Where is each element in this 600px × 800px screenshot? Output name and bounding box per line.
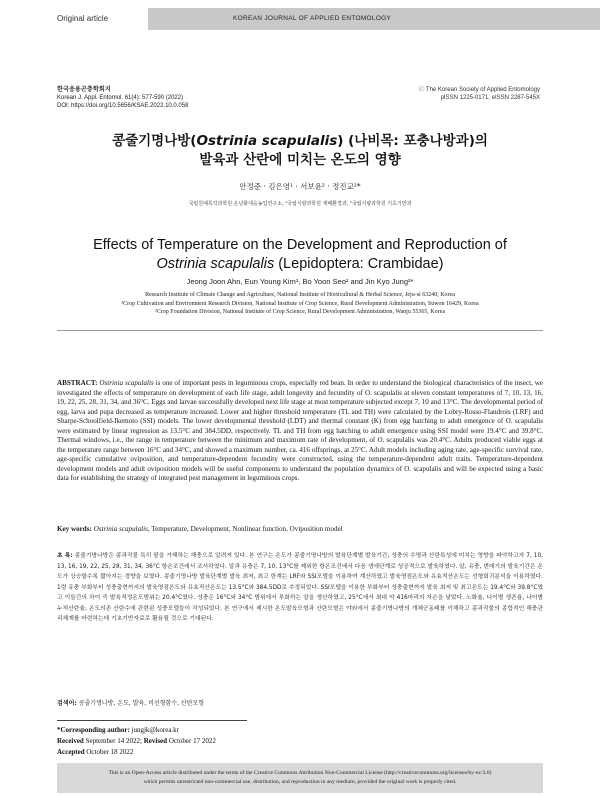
revised-label: Revised — [143, 737, 168, 745]
title-kr-part1: 콩줄기명나방( — [112, 133, 197, 149]
page-header — [0, 0, 600, 40]
correspondence-block — [57, 725, 216, 758]
keywords-korean — [57, 698, 543, 707]
header-divider — [57, 330, 543, 331]
keywords-rest: , Temperature, Development, Nonlinear function, Oviposition model — [147, 525, 343, 533]
authors-korean: 안정준 · 김은영¹ · 서보윤² · 정진교²* — [239, 182, 361, 191]
copyright-info — [418, 86, 540, 102]
license-line: This is an Open-Access article distributed under the terms of the Creative Commons Attribution Non-Commercial License (http://creativecommons.org/licenses/by-nc/3.0) — [108, 770, 492, 776]
affiliation-line: Research Institute of Climate Change and Agriculture, National Institute of Horticultural & Herbal Science, Jeju-si 63240, Korea — [145, 292, 455, 298]
received-label: Received — [57, 737, 84, 745]
journal-banner: KOREAN JOURNAL OF APPLIED ENTOMOLOGY — [148, 8, 600, 30]
abstract-text: is one of important pests in leguminous crops, especially red bean. In order to understand the biological characteristics of the insect, we investigated the effects of temperature on development of each life stage, adult longevity and fecundity of O. scapulalis at eleven constant temperatures of 7, 10, 13, 16, 19, 22, 25, 28, 31, 34, and 36°C. Eggs and larvae successfully developed next life stage at most temperature subjected except 7, 10 and 13°C. The developmental period of egg, larva and pupa decreased as temperature increased. Lower and higher threshold temperature (TL and TH) were calculated by the Lobry-Rosso-Flandrois (LRF) and Sharpe-Schoolfield-Ikemoto (SSI) models. The lower developmental threshold (LDT) and thermal constant (K) from egg hatching to adult emergence of O. scapulalis were estimated by linear regression as 13.5°C and 384.5DD, respectively. TL and TH from egg hatching to adult emergence using SSI model were 19.4°C and 39.8°C. Thermal windows, i.e., the range in temperature between the minimum and maximum rate of development, of O. scapulalis was 20.4°C. Adults produced viable eggs at the temperature range between 16°C and 34°C, and showed a maximum number, ca. 416 offsprings, at 25°C. Adult models including aging rate, age-specific survival rate, age-specific cumulative oviposition, and temperature-dependent fecundity were constructed, using the temperature-dependent adult traits. Temperature-dependent development models and adult oviposition models will be useful components to understand the population dynamics of O. scapulalis and will be expected using a basic data for establishing the strategy of integrated pest management in leguminous crops. — [57, 379, 543, 482]
title-kr-part2: ) (나비목: 포충나방과)의 — [337, 133, 488, 149]
affiliation-line: ²Crop Foundation Division, National Institute of Crop Science, Rural Development Administration, Wanju 55365, Korea — [155, 309, 445, 315]
affiliation-korean: 국립원예특작과학원 온난화대응농업연구소, ¹국립식량과학원 재배환경과, ²국립식량과학원 기초기반과 — [188, 201, 412, 207]
article-type-label: Original article — [0, 8, 148, 30]
keywords-english — [57, 525, 543, 533]
revised-date: October 17 2022 — [167, 737, 216, 745]
title-english — [0, 236, 600, 274]
abstract-species: Ostrinia scapulalis — [99, 379, 154, 387]
received-date: September 14 2022; — [83, 737, 142, 745]
title-en-rest: (Lepidoptera: Crambidae) — [274, 256, 444, 272]
abstract-label: ABSTRACT: — [57, 379, 98, 387]
authors-english: Jeong Joon Ahn, Eun Young Kim¹, Bo Yoon Seo² and Jin Kyo Jung²* — [186, 277, 414, 286]
abstract-english — [57, 379, 543, 484]
journal-name-kr: 한국응용곤충학회지 — [57, 86, 111, 93]
issn: pISSN 1225-0171, eISSN 2287-545X — [440, 95, 540, 101]
accepted-label: Accepted — [57, 748, 85, 756]
affiliation-line: ¹Crop Cultivation and Environment Research Division, National Institute of Crop Science, Rural Development Administration, Suwon 16429, Korea — [121, 300, 479, 307]
license-line: which permits unrestricted non-commercial use, distribution, and reproduction in any medium, provided the original work is properly cited. — [143, 779, 457, 785]
journal-info — [57, 86, 188, 110]
corresponding-label: *Corresponding author: — [57, 726, 130, 734]
copyright-society: ⓒ The Korean Society of Applied Entomology — [418, 87, 540, 93]
license-box — [57, 763, 543, 793]
corresponding-email[interactable]: jungjk@korea.kr — [129, 726, 180, 734]
keywords-label: Key words: — [57, 525, 92, 533]
citation: Korean J. Appl. Entomol. 61(4): 577-590 (2022) — [57, 95, 184, 101]
footnote-divider — [57, 720, 247, 721]
doi-link[interactable]: DOI: https://doi.org/10.5656/KSAE.2022.10.0.058 — [57, 103, 189, 109]
title-kr-line2: 발육과 산란에 미치는 온도의 영향 — [199, 152, 401, 168]
keywords-species: Ostrinia scapulalis — [93, 525, 148, 533]
title-kr-species: Ostrinia scapulalis — [196, 133, 338, 149]
keywords-kr-label: 검색어: — [57, 700, 77, 707]
keywords-kr-text: 콩줄기명나방, 온도, 발육, 비선형함수, 산란모형 — [76, 700, 205, 707]
accepted-date: October 18 2022 — [84, 748, 134, 756]
affiliations-english — [0, 291, 600, 317]
abstract-korean — [57, 551, 543, 625]
abstract-kr-label: 초 록: — [57, 553, 73, 559]
title-en-species: Ostrinia scapulalis — [156, 256, 275, 272]
title-en-line1: Effects of Temperature on the Development and Reproduction of — [93, 237, 507, 253]
title-korean — [0, 132, 600, 170]
abstract-kr-text: 콩줄기명나방은 콩과작물 특히 팥을 가해하는 해충으로 알려져 있다. 본 연구는 온도가 콩줄기명나방의 발육단계별 발육기간, 성충의 수명과 산란특성에 미치는 영향을 파악하고자 7, 10, 13, 16, 19, 22, 25, 28, 31, 34, 36°C 항온조건에서 조사하였다. 알과 유충은 7, 10, 13°C를 제외한 항온조건에서 다음 생애단계로 성공적으로 발육하였다. 알, 유충, 번데기의 발육기간은 온도가 상승할수록 짧아지는 경향을 보였다. 콩줄기명나방 발육단계별 발육 최저, 최고 한계는 LRF와 SSI모델을 이용하여 계산하였고 발육영점온도와 유효적산온도는 선형회귀분석을 이용하였다. 1령 유충 부화부터 성충출현까지의 발육영점온도와 유효적산온도는 13.5°C와 384.5DD로 추정되었다. SSI모델을 이용한 부화부터 성충출현까지 발육 최저 및 최고온도는 19.4°C와 39.8°C였고 이들간의 차이 즉 발육적정온도범위는 20.4°C였다. 성충은 16°C와 34°C 범위에서 부화하는 알을 생산하였고, 25°C에서 최대 약 416마리의 자손을 낳았다. 노화율, 나이별 생존율, 나이별 누적산란율, 온도의존 산란수에 관련된 성충모델들이 작성되었다. 본 연구에서 제시한 온도발육모형과 산란모형은 야외에서 콩줄기명나방의 개체군동태를 이해하고 콩과작물의 종합적인 해충관리체계를 마련하는데 기초기반자료로 활용될 것으로 기대된다. — [57, 553, 544, 622]
